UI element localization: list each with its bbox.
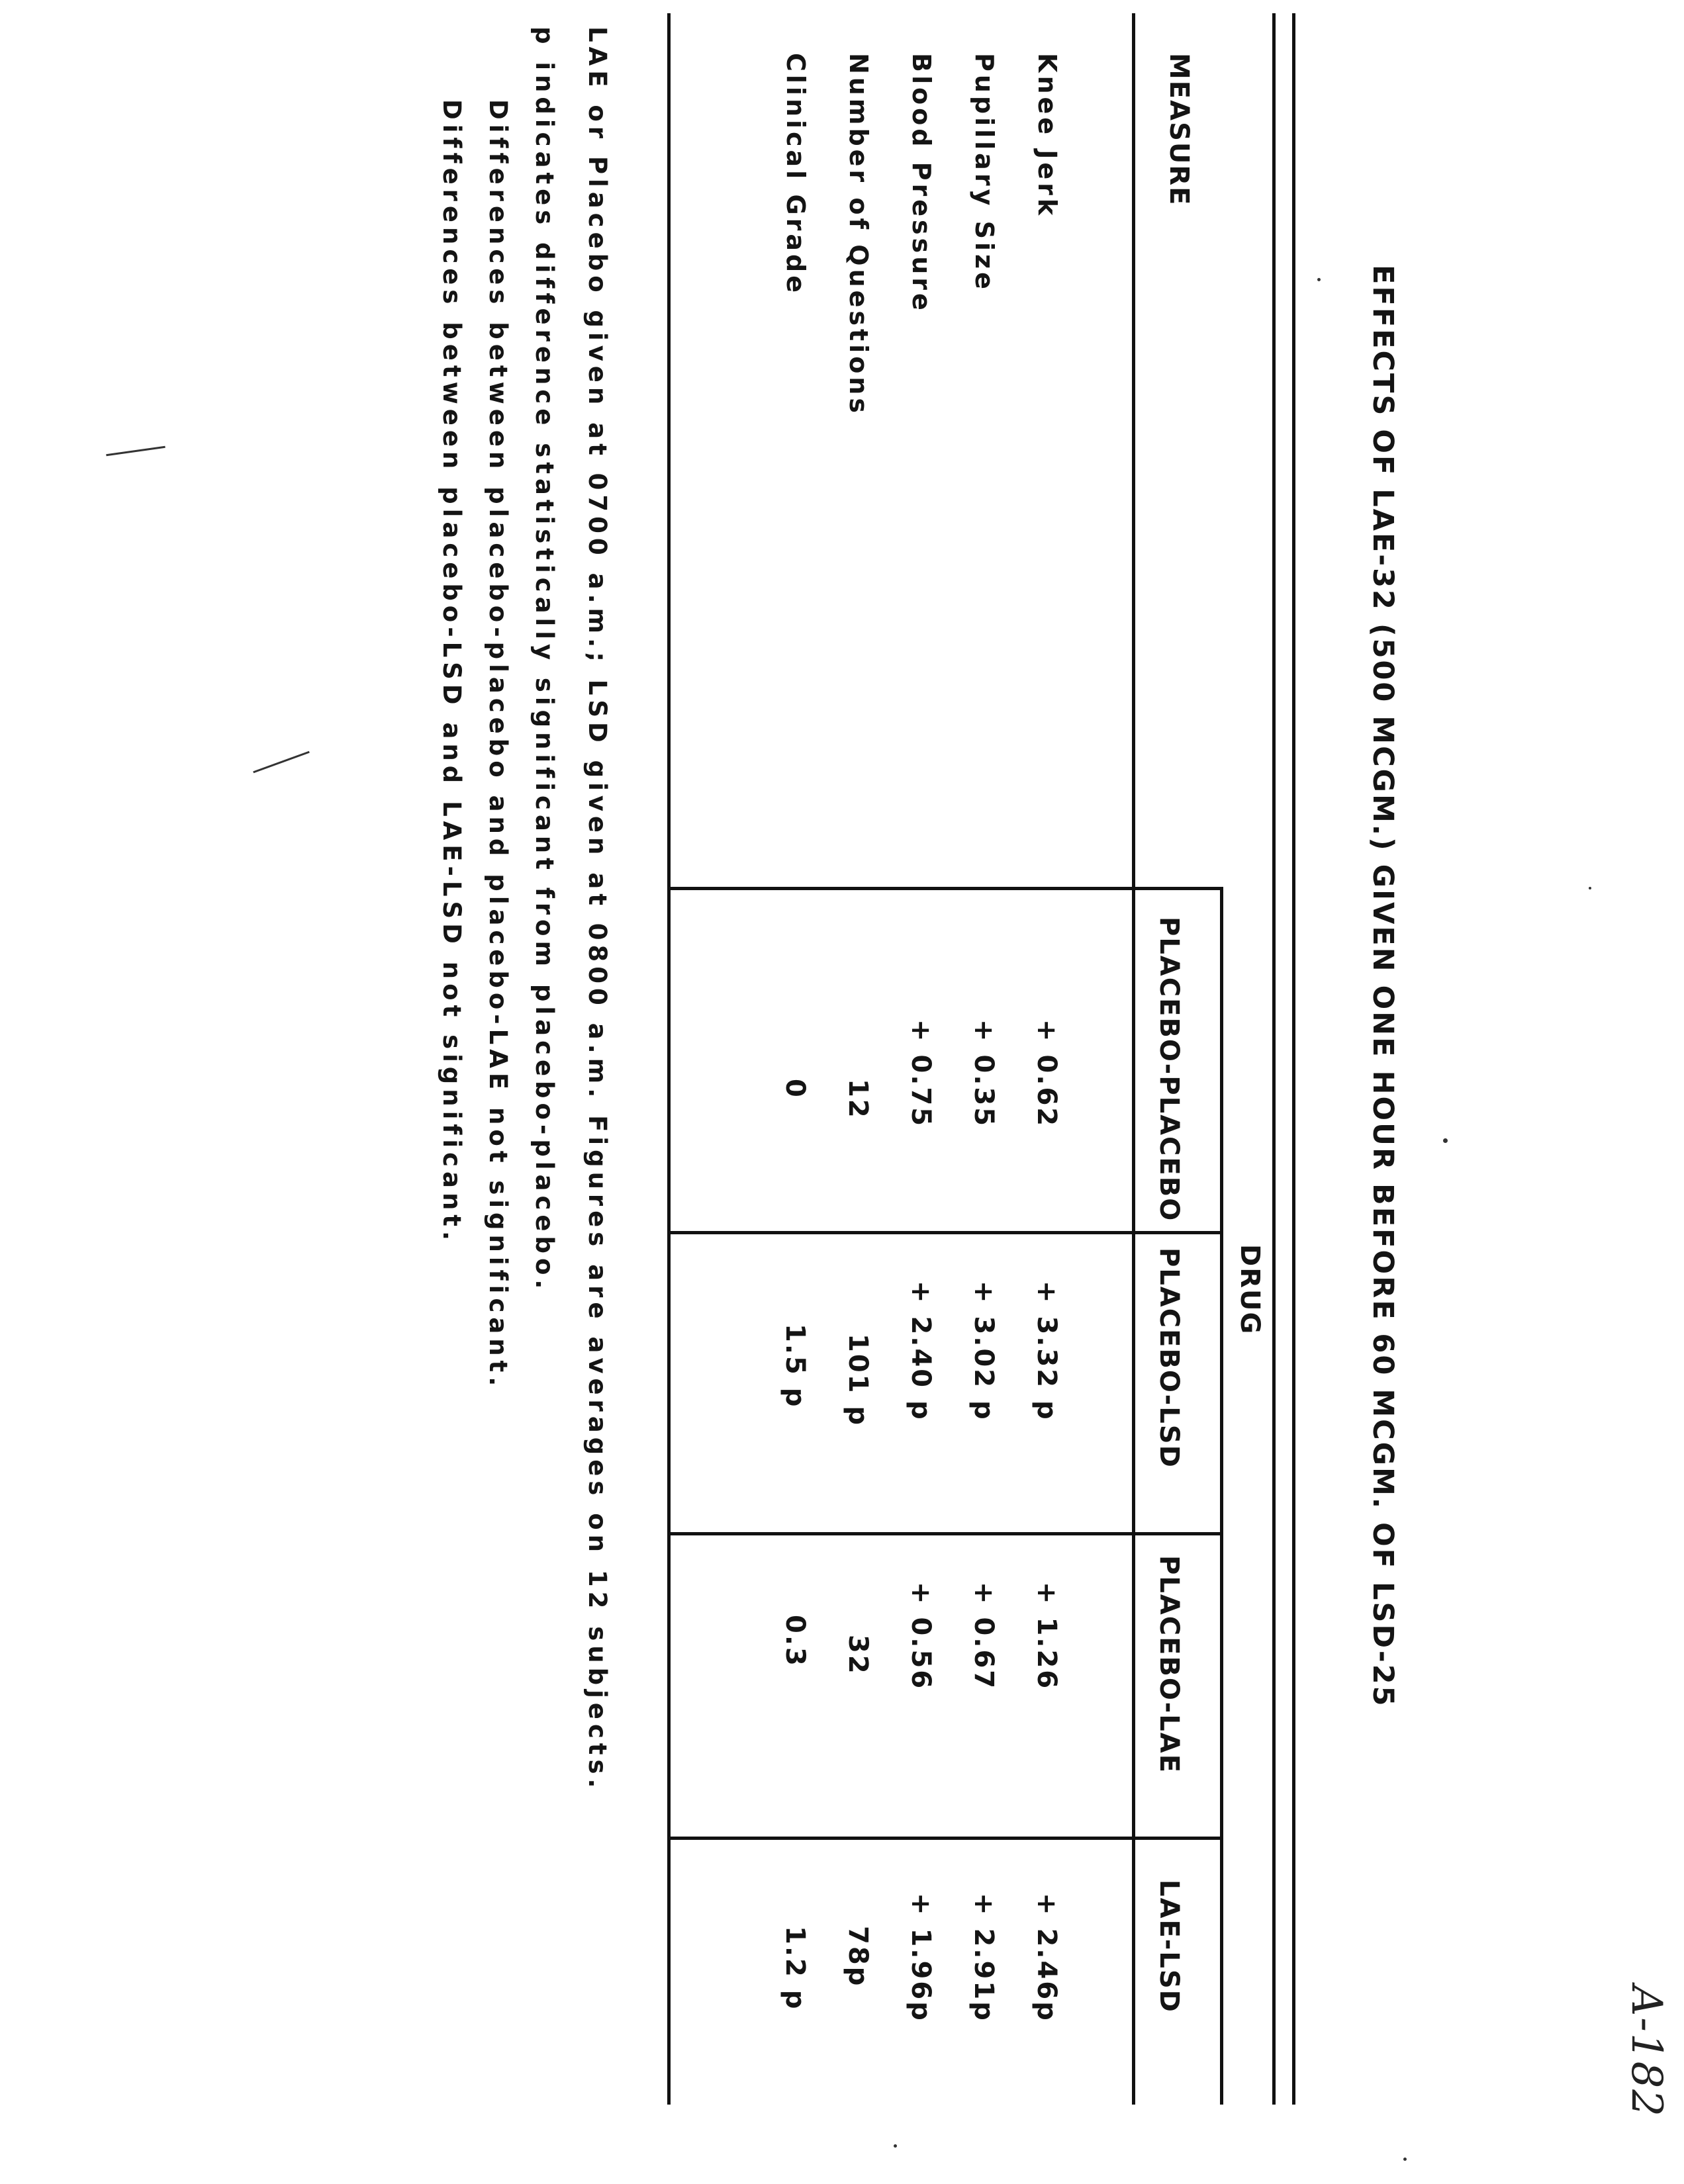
table-header-rule [1220, 887, 1223, 2105]
column-separator-2 [667, 1231, 1223, 1234]
column-header-lae-lsd: LAE-LSD [1154, 1880, 1184, 2013]
table-bottom-rule [667, 13, 671, 2105]
cell-clinical-grade-lae-lsd: 1.2 p [780, 1926, 810, 2011]
cell-knee-jerk-placebo-lae: + 1.26 [1031, 1582, 1062, 1691]
footnote-lsd-lae-not-significant: Differences between placebo-LSD and LAE-LSD not significant. [438, 99, 466, 1246]
cell-pupillary-size-placebo-lsd: + 3.02 p [968, 1281, 999, 1422]
column-header-placebo-placebo: PLACEBO-PLACEBO [1154, 917, 1184, 1222]
cell-knee-jerk-placebo-placebo: + 0.62 [1031, 1019, 1062, 1128]
cell-number-of-questions-lae-lsd: 78p [843, 1926, 873, 1988]
scan-speck [894, 2144, 897, 2148]
cell-pupillary-size-placebo-placebo: + 0.35 [968, 1019, 999, 1128]
cell-blood-pressure-placebo-lsd: + 2.40 p [906, 1281, 936, 1422]
scan-speck [1403, 2158, 1407, 2161]
cell-knee-jerk-placebo-lsd: + 3.32 p [1031, 1281, 1062, 1422]
table-top-rule-1 [1292, 13, 1295, 2105]
cell-clinical-grade-placebo-lae: 0.3 [780, 1615, 810, 1668]
cell-pupillary-size-placebo-lae: + 0.67 [968, 1582, 999, 1691]
scan-speck [1589, 887, 1591, 889]
row-label-blood-pressure: Blood Pressure [907, 53, 936, 314]
footnote-p-significance: p indicates difference statistically significant from placebo-placebo. [530, 26, 559, 1294]
column-header-placebo-lae: PLACEBO-LAE [1154, 1555, 1184, 1774]
cell-number-of-questions-placebo-placebo: 12 [843, 1079, 873, 1120]
column-separator-1 [667, 887, 1223, 890]
scan-speck [1317, 278, 1321, 281]
cell-blood-pressure-lae-lsd: + 1.96p [906, 1893, 936, 2023]
cell-clinical-grade-placebo-placebo: 0 [780, 1079, 810, 1099]
cell-blood-pressure-placebo-lae: + 0.56 [906, 1582, 936, 1691]
column-separator-3 [667, 1532, 1223, 1535]
table-column-header-bottom-rule [1132, 13, 1135, 2105]
footnote-placebo-lae-not-significant: Differences between placebo-placebo and placebo-LAE not significant. [484, 99, 512, 1391]
cell-number-of-questions-placebo-lae: 32 [843, 1635, 873, 1676]
cell-blood-pressure-placebo-placebo: + 0.75 [906, 1019, 936, 1128]
cell-knee-jerk-lae-lsd: + 2.46p [1031, 1893, 1062, 2023]
measure-header: MEASURE [1164, 53, 1194, 206]
cell-number-of-questions-placebo-lsd: 101 p [843, 1334, 873, 1428]
handwritten-page-number: A-182 [1622, 1985, 1671, 2118]
column-separator-4 [667, 1837, 1223, 1840]
row-label-pupillary-size: Pupillary Size [970, 53, 999, 293]
footnote-dosing: LAE or Placebo given at 0700 a.m.; LSD given at 0800 a.m. Figures are averages on 12 subjects. [583, 26, 612, 1793]
table-top-rule-2 [1272, 13, 1276, 2105]
row-label-number-of-questions: Number of Questions [844, 53, 873, 416]
cell-pupillary-size-lae-lsd: + 2.91p [968, 1893, 999, 2023]
page-title: EFFECTS OF LAE-32 (500 MCGM.) GIVEN ONE HOUR BEFORE 60 MCGM. OF LSD-25 [1366, 265, 1399, 1708]
row-label-knee-jerk: Knee Jerk [1033, 53, 1062, 219]
cell-clinical-grade-placebo-lsd: 1.5 p [780, 1324, 810, 1409]
row-label-clinical-grade: Clinical Grade [781, 53, 810, 296]
column-header-placebo-lsd: PLACEBO-LSD [1154, 1248, 1184, 1469]
scan-speck [1443, 1138, 1448, 1143]
drug-header: DRUG [1235, 1244, 1265, 1336]
